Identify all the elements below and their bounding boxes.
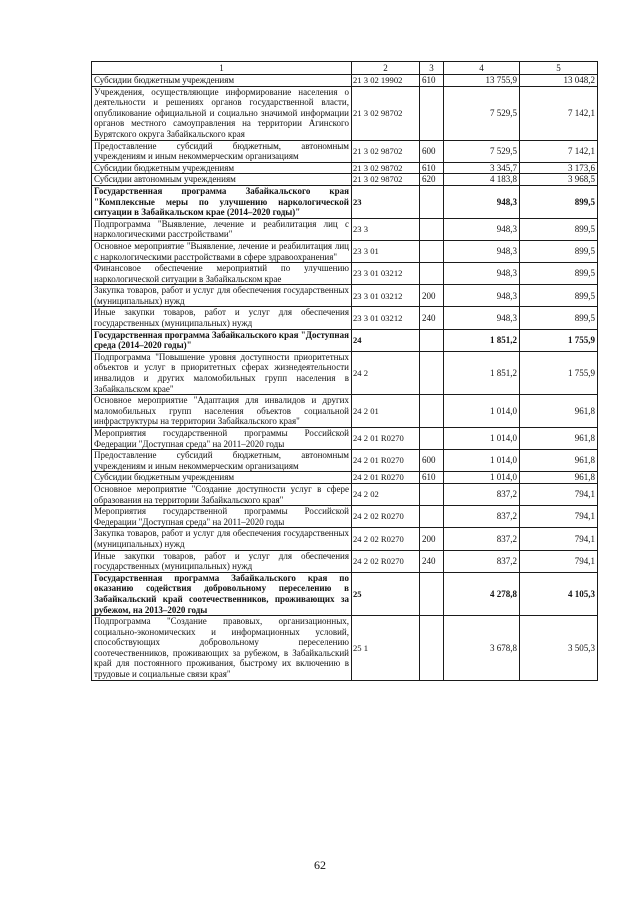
row-amount-2: 899,5 [520,185,598,218]
row-expense-type: 600 [420,450,444,472]
row-code: 24 2 [352,351,420,394]
table-row [92,263,598,285]
row-amount-1: 1 014,0 [444,450,520,472]
row-amount-2: 1 755,9 [520,351,598,394]
row-code: 23 [352,185,420,218]
row-expense-type [420,506,444,528]
row-amount-2: 899,5 [520,218,598,240]
table-body [92,62,598,681]
row-amount-2: 961,8 [520,450,598,472]
table-row [92,616,598,681]
table-row [92,395,598,428]
row-name: Основное мероприятие "Выявление, лечение и реабилитация лиц с наркологическими расстройствами в сфере здравоохранения" [92,240,352,262]
row-amount-1: 948,3 [444,307,520,329]
row-amount-1: 4 278,8 [444,572,520,615]
row-expense-type: 600 [420,140,444,162]
table-row [92,428,598,450]
row-amount-1: 837,2 [444,506,520,528]
row-code: 24 2 02 R0270 [352,550,420,572]
row-amount-2: 961,8 [520,395,598,428]
row-name: Иные закупки товаров, работ и услуг для обеспечения государственных (муниципальных) нужд [92,550,352,572]
header-row [92,62,598,75]
table-row [92,351,598,394]
row-name: Основное мероприятие "Адаптация для инвалидов и других маломобильных групп населения объектов социальной инфраструктуры на территории Забайкальского края" [92,395,352,428]
row-amount-2: 7 142,1 [520,140,598,162]
row-code: 24 2 02 R0270 [352,528,420,550]
row-code: 21 3 02 98702 [352,86,420,140]
row-name: Закупка товаров, работ и услуг для обеспечения государственных (муниципальных) нужд [92,528,352,550]
row-expense-type: 240 [420,307,444,329]
table-row [92,472,598,484]
table-row [92,307,598,329]
row-expense-type: 200 [420,285,444,307]
row-name: Государственная программа Забайкальского края "Доступная среда (2014–2020 годы)" [92,329,352,351]
row-code: 23 3 01 03212 [352,263,420,285]
row-amount-2: 794,1 [520,483,598,505]
table-row [92,162,598,174]
header-cell-amount-2: 5 [520,62,598,75]
header-cell-name: 1 [92,62,352,75]
row-code: 24 2 01 R0270 [352,428,420,450]
row-amount-1: 948,3 [444,240,520,262]
row-code: 24 2 02 [352,483,420,505]
row-amount-2: 961,8 [520,472,598,484]
row-name: Закупка товаров, работ и услуг для обеспечения государственных (муниципальных) нужд [92,285,352,307]
row-name: Мероприятия государственной программы Российской Федерации "Доступная среда" на 2011–2020 годы [92,506,352,528]
row-expense-type: 620 [420,174,444,186]
table-row [92,550,598,572]
row-amount-2: 794,1 [520,550,598,572]
table-row [92,483,598,505]
row-code: 24 2 02 R0270 [352,506,420,528]
row-code: 21 3 02 98702 [352,140,420,162]
header-cell-amount-1: 4 [444,62,520,75]
row-expense-type: 200 [420,528,444,550]
row-amount-1: 948,3 [444,263,520,285]
row-code: 23 3 01 [352,240,420,262]
row-name: Предоставление субсидий бюджетным, автономным учреждениям и иным некоммерческим организациям [92,140,352,162]
row-amount-1: 7 529,5 [444,86,520,140]
row-name: Финансовое обеспечение мероприятий по улучшению наркологической ситуации в Забайкальском крае [92,263,352,285]
row-amount-1: 1 851,2 [444,351,520,394]
row-amount-2: 794,1 [520,528,598,550]
table-row [92,528,598,550]
row-expense-type [420,572,444,615]
header-cell-code: 2 [352,62,420,75]
row-amount-2: 3 173,6 [520,162,598,174]
table-row [92,506,598,528]
row-name: Основное мероприятие "Создание доступности услуг в сфере образования на территории Забайкальского края" [92,483,352,505]
row-expense-type [420,86,444,140]
row-name: Субсидии бюджетным учреждениям [92,75,352,87]
row-amount-1: 1 014,0 [444,428,520,450]
header-cell-expense-type: 3 [420,62,444,75]
row-amount-2: 3 505,3 [520,616,598,681]
table-row [92,450,598,472]
row-name: Подпрограмма "Выявление, лечение и реабилитация лиц с наркологическими расстройствами" [92,218,352,240]
row-code: 21 3 02 98702 [352,174,420,186]
row-expense-type: 610 [420,75,444,87]
table-row [92,75,598,87]
table-row [92,329,598,351]
row-code: 24 [352,329,420,351]
row-code: 21 3 02 19902 [352,75,420,87]
table-row [92,140,598,162]
row-expense-type [420,329,444,351]
row-name: Иные закупки товаров, работ и услуг для обеспечения государственных (муниципальных) нужд [92,307,352,329]
row-amount-1: 3 678,8 [444,616,520,681]
row-expense-type: 240 [420,550,444,572]
row-amount-1: 1 014,0 [444,472,520,484]
row-code: 24 2 01 R0270 [352,472,420,484]
row-amount-1: 3 345,7 [444,162,520,174]
row-expense-type [420,263,444,285]
row-amount-1: 7 529,5 [444,140,520,162]
row-expense-type [420,616,444,681]
row-code: 24 2 01 [352,395,420,428]
table-row [92,86,598,140]
row-amount-1: 948,3 [444,185,520,218]
row-expense-type [420,395,444,428]
row-name: Мероприятия государственной программы Российской Федерации "Доступная среда" на 2011–2020 годы [92,428,352,450]
row-name: Государственная программа Забайкальского края "Комплексные меры по улучшению наркологической ситуации в Забайкальском крае (2014–2020 годы)" [92,185,352,218]
row-amount-2: 899,5 [520,307,598,329]
row-name: Субсидии бюджетным учреждениям [92,162,352,174]
row-amount-2: 1 755,9 [520,329,598,351]
row-amount-1: 948,3 [444,285,520,307]
row-amount-2: 13 048,2 [520,75,598,87]
row-amount-1: 4 183,8 [444,174,520,186]
row-amount-1: 837,2 [444,483,520,505]
row-expense-type [420,351,444,394]
row-amount-2: 794,1 [520,506,598,528]
row-code: 23 3 [352,218,420,240]
row-amount-1: 1 014,0 [444,395,520,428]
row-name: Учреждения, осуществляющие информирование населения о деятельности и решениях органов государственной власти, опубликование официальной и социально значимой информации органов местного самоуправления на территории Агинского Бурятского округа Забайкальского края [92,86,352,140]
table-row [92,572,598,615]
row-amount-2: 961,8 [520,428,598,450]
row-amount-2: 899,5 [520,285,598,307]
row-expense-type [420,428,444,450]
row-name: Государственная программа Забайкальского края по оказанию содействия добровольному переселению в Забайкальский край соотечественников, проживающих за рубежом, на 2013–2020 годы [92,572,352,615]
row-amount-1: 837,2 [444,528,520,550]
row-code: 25 [352,572,420,615]
row-amount-2: 3 968,5 [520,174,598,186]
row-amount-2: 4 105,3 [520,572,598,615]
row-name: Подпрограмма "Повышение уровня доступности приоритетных объектов и услуг в приоритетных сферах жизнедеятельности инвалидов и других маломобильных групп населения в Забайкальском крае" [92,351,352,394]
row-code: 25 1 [352,616,420,681]
page-number: 62 [314,858,326,872]
row-expense-type: 610 [420,472,444,484]
row-amount-2: 899,5 [520,263,598,285]
row-name: Подпрограмма "Создание правовых, организационных, социально-экономических и информационных условий, способствующих добровольному переселению соотечественников, проживающих за рубежом, в Забайкальский край для постоянного проживания, быстрому их включению в трудовые и социальные связи края" [92,616,352,681]
row-amount-2: 899,5 [520,240,598,262]
table-row [92,185,598,218]
row-expense-type [420,483,444,505]
row-amount-1: 837,2 [444,550,520,572]
row-amount-2: 7 142,1 [520,86,598,140]
row-code: 21 3 02 98702 [352,162,420,174]
table-row [92,285,598,307]
row-code: 24 2 01 R0270 [352,450,420,472]
table-row [92,174,598,186]
row-name: Субсидии автономным учреждениям [92,174,352,186]
row-amount-1: 948,3 [444,218,520,240]
row-expense-type [420,240,444,262]
row-name: Предоставление субсидий бюджетным, автономным учреждениям и иным некоммерческим организациям [92,450,352,472]
row-name: Субсидии бюджетным учреждениям [92,472,352,484]
row-amount-1: 1 851,2 [444,329,520,351]
budget-table [91,61,598,681]
row-expense-type: 610 [420,162,444,174]
row-amount-1: 13 755,9 [444,75,520,87]
row-code: 23 3 01 03212 [352,307,420,329]
table-row [92,218,598,240]
row-expense-type [420,218,444,240]
row-code: 23 3 01 03212 [352,285,420,307]
table-row [92,240,598,262]
row-expense-type [420,185,444,218]
